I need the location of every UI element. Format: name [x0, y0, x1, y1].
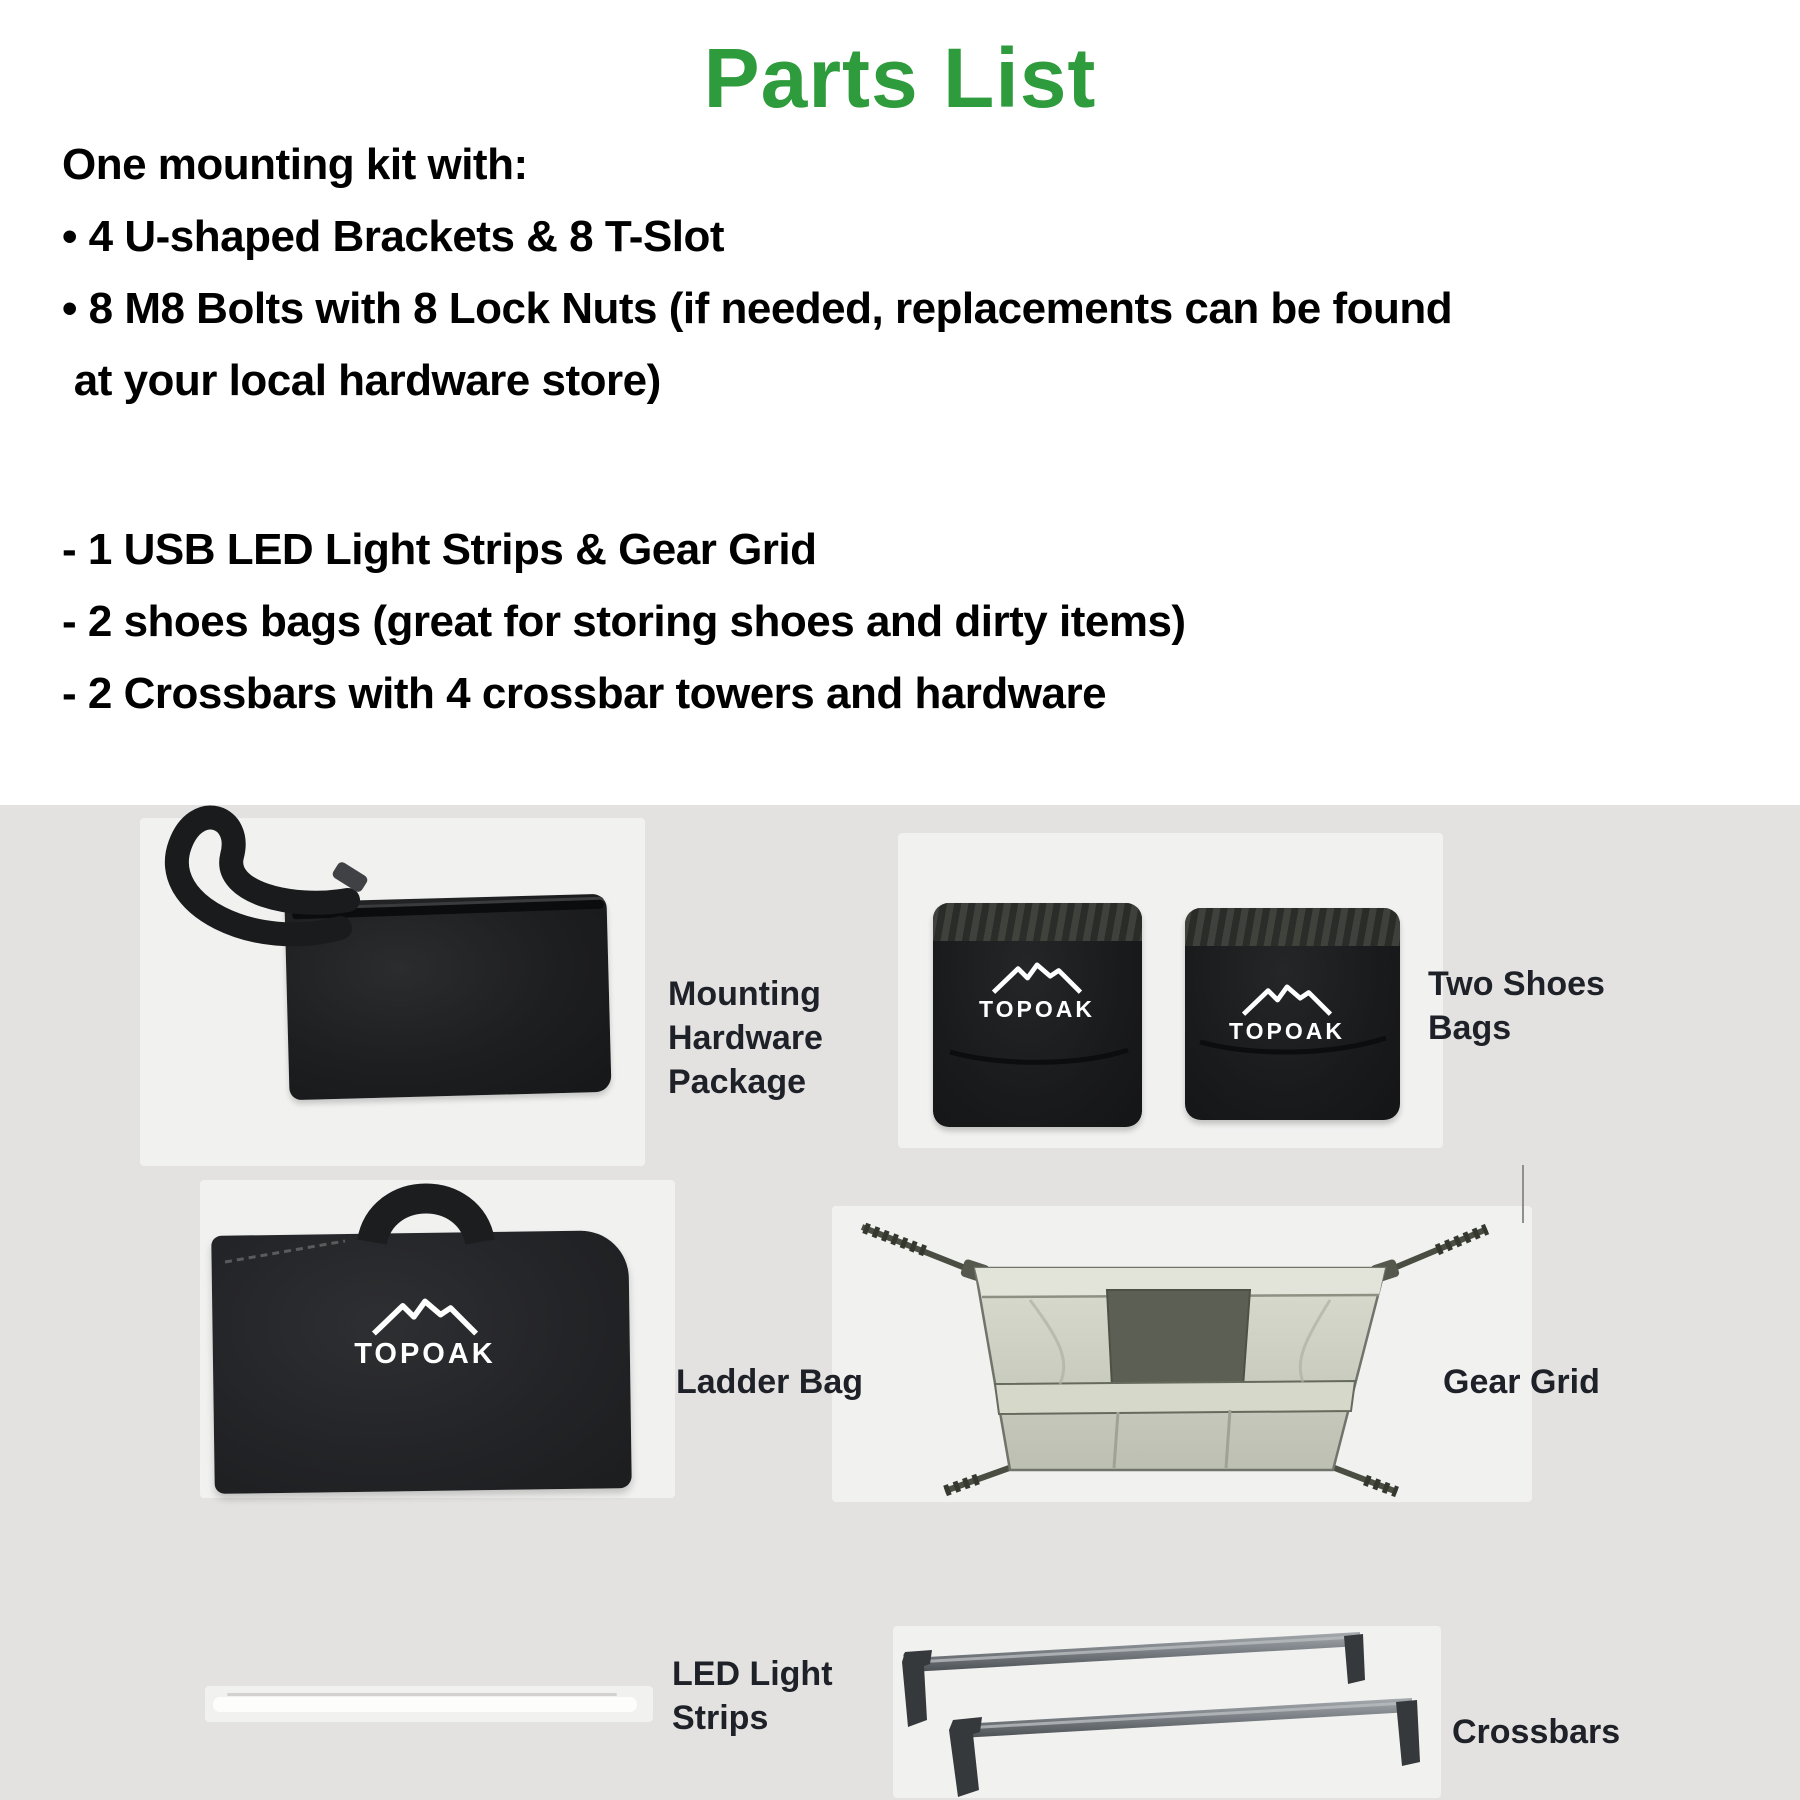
brand-logo-text: TOPOAK — [1229, 1018, 1345, 1044]
brand-logo — [967, 962, 1107, 1023]
shoes-bag-mesh-top — [1185, 908, 1400, 946]
intro-line: One mounting kit with: — [62, 140, 528, 189]
bullet-item: • 4 U-shaped Brackets & 8 T-Slot — [62, 212, 725, 261]
shoes-bag-mesh-top — [933, 903, 1142, 941]
photo-background — [893, 1626, 1441, 1798]
ladder-bag-label: Ladder Bag — [676, 1363, 864, 1401]
page-title: Parts List — [703, 31, 1097, 125]
mountain-logo-icon — [366, 1298, 484, 1338]
dash-item: - 1 USB LED Light Strips & Gear Grid — [62, 525, 817, 574]
bullet-item-continuation: at your local hardware store) — [62, 356, 661, 405]
mounting-hardware-pouch-image — [284, 894, 611, 1100]
brand-logo-text: TOPOAK — [354, 1338, 496, 1370]
shoes-bags-label: Two Shoes Bags — [1428, 965, 1605, 1047]
mounting-hardware-label: Mounting Hardware Package — [668, 975, 823, 1101]
bullet-item: • 8 M8 Bolts with 8 Lock Nuts (if needed, replacements can be found — [62, 284, 1453, 333]
crossbars-label: Crossbars — [1452, 1713, 1621, 1751]
photo-background — [832, 1206, 1532, 1502]
brand-logo — [345, 1298, 505, 1371]
image-seam-artifact — [1522, 1165, 1524, 1223]
mountain-logo-icon — [989, 962, 1085, 996]
dash-item: - 2 Crossbars with 4 crossbar towers and hardware — [62, 669, 1107, 718]
mountain-logo-icon — [1239, 984, 1335, 1018]
brand-logo — [1217, 984, 1357, 1045]
dash-item: - 2 shoes bags (great for storing shoes and dirty items) — [62, 597, 1186, 646]
brand-logo-text: TOPOAK — [979, 996, 1095, 1022]
gear-grid-label: Gear Grid — [1443, 1363, 1600, 1401]
led-light-strip-image — [213, 1697, 637, 1712]
led-strips-label: LED Light Strips — [672, 1655, 833, 1737]
